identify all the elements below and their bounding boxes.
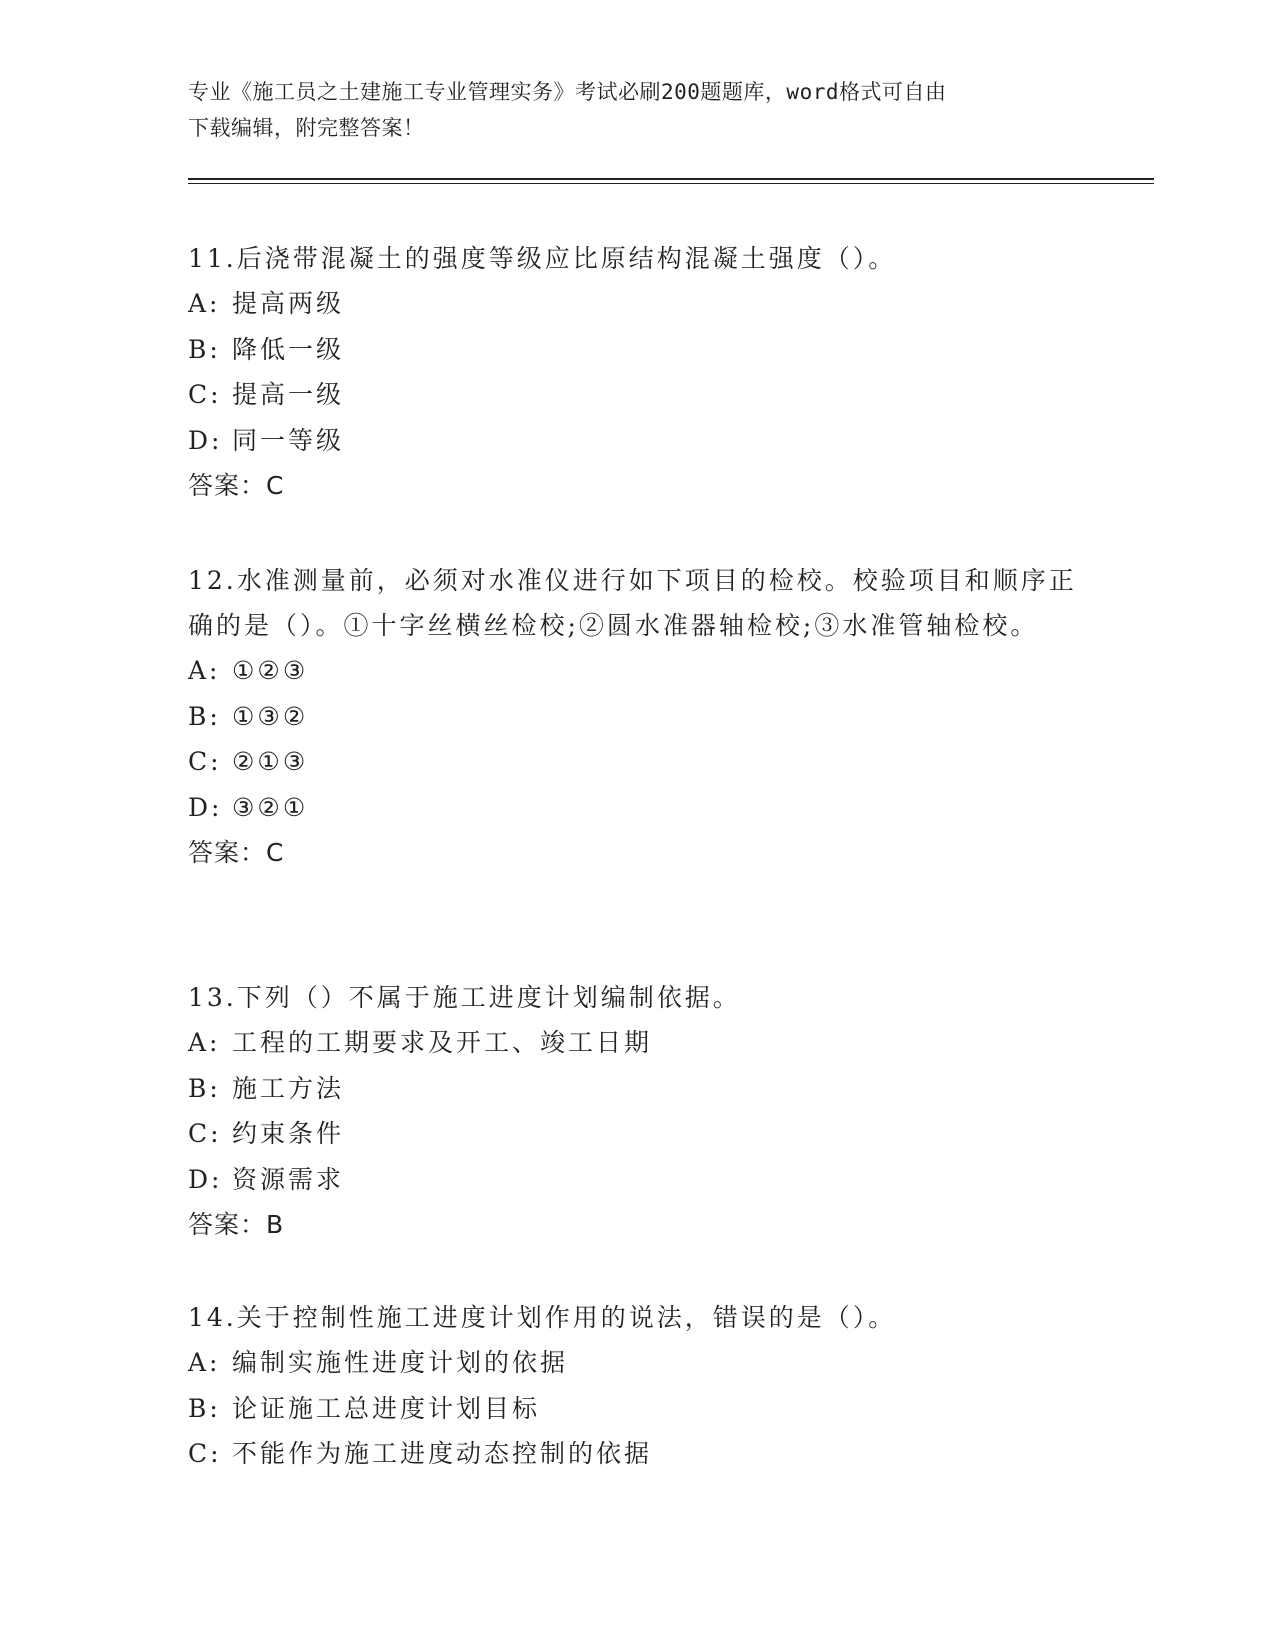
question-stem: 11.后浇带混凝土的强度等级应比原结构混凝土强度（）。 [188,244,897,273]
option-b [188,327,1088,373]
option-c [188,1111,1088,1157]
answer-line: 答案：C [188,838,285,867]
option-d [188,1157,1088,1203]
option-text: 工程的工期要求及开工、竣工日期 [232,1028,653,1057]
option-b [188,1066,1088,1112]
option-text: 降低一级 [232,334,345,364]
option-letter: B: [188,334,221,364]
option-b [188,694,1088,740]
option-c [188,739,1088,785]
option-a [188,1340,1088,1386]
header-divider-thin [188,183,1154,184]
question-stem: 12.水准测量前，必须对水准仪进行如下项目的检校。校验项目和顺序正确的是（）。①十字丝横丝检校;②圆水准器轴检校;③水准管轴检校。 [188,566,1077,640]
question-11 [188,236,1088,508]
option-a [188,1020,1088,1066]
option-text: 施工方法 [232,1073,345,1103]
option-d [188,785,1088,831]
header-line-1: 专业《施工员之土建施工专业管理实务》考试必刷200题题库，word格式可自由 [188,80,947,104]
option-text: 提高两级 [232,289,345,318]
option-text: 提高一级 [232,380,345,409]
option-letter: A: [188,289,221,318]
option-letter: C: [188,1439,222,1468]
option-letter: A: [188,1028,221,1057]
option-text: 约束条件 [232,1119,345,1148]
question-stem: 13.下列（）不属于施工进度计划编制依据。 [188,983,741,1012]
option-text: 同一等级 [232,425,345,455]
option-letter: D: [188,425,223,455]
header-line-2: 下载编辑，附完整答案！ [188,116,425,140]
option-letter: C: [188,1119,222,1148]
option-letter: A: [188,1348,221,1377]
option-letter: C: [188,380,222,409]
option-a [188,648,1088,694]
question-14 [188,1295,1088,1477]
question-13 [188,975,1088,1247]
option-letter: A: [188,656,221,685]
option-letter: D: [188,1164,223,1194]
document-header [188,74,1088,146]
option-text: ①②③ [232,656,309,685]
option-text: ③②① [232,792,309,822]
option-d [188,418,1088,464]
option-letter: D: [188,792,223,822]
question-12 [188,558,1088,875]
header-divider-thick [188,178,1154,180]
option-c [188,1431,1088,1477]
answer-line: 答案：B [188,1210,285,1239]
option-text: 不能作为施工进度动态控制的依据 [232,1439,653,1468]
option-b [188,1386,1088,1432]
option-a [188,281,1088,327]
answer-line: 答案：C [188,471,285,500]
option-letter: B: [188,701,221,731]
question-stem: 14.关于控制性施工进度计划作用的说法，错误的是（）。 [188,1303,897,1332]
option-text: ②①③ [232,747,309,776]
option-text: 资源需求 [232,1164,345,1194]
option-text: ①③② [232,701,309,731]
option-text: 论证施工总进度计划目标 [232,1393,541,1423]
option-letter: B: [188,1393,221,1423]
option-text: 编制实施性进度计划的依据 [232,1348,569,1377]
option-letter: C: [188,747,222,776]
option-c [188,372,1088,418]
option-letter: B: [188,1073,221,1103]
